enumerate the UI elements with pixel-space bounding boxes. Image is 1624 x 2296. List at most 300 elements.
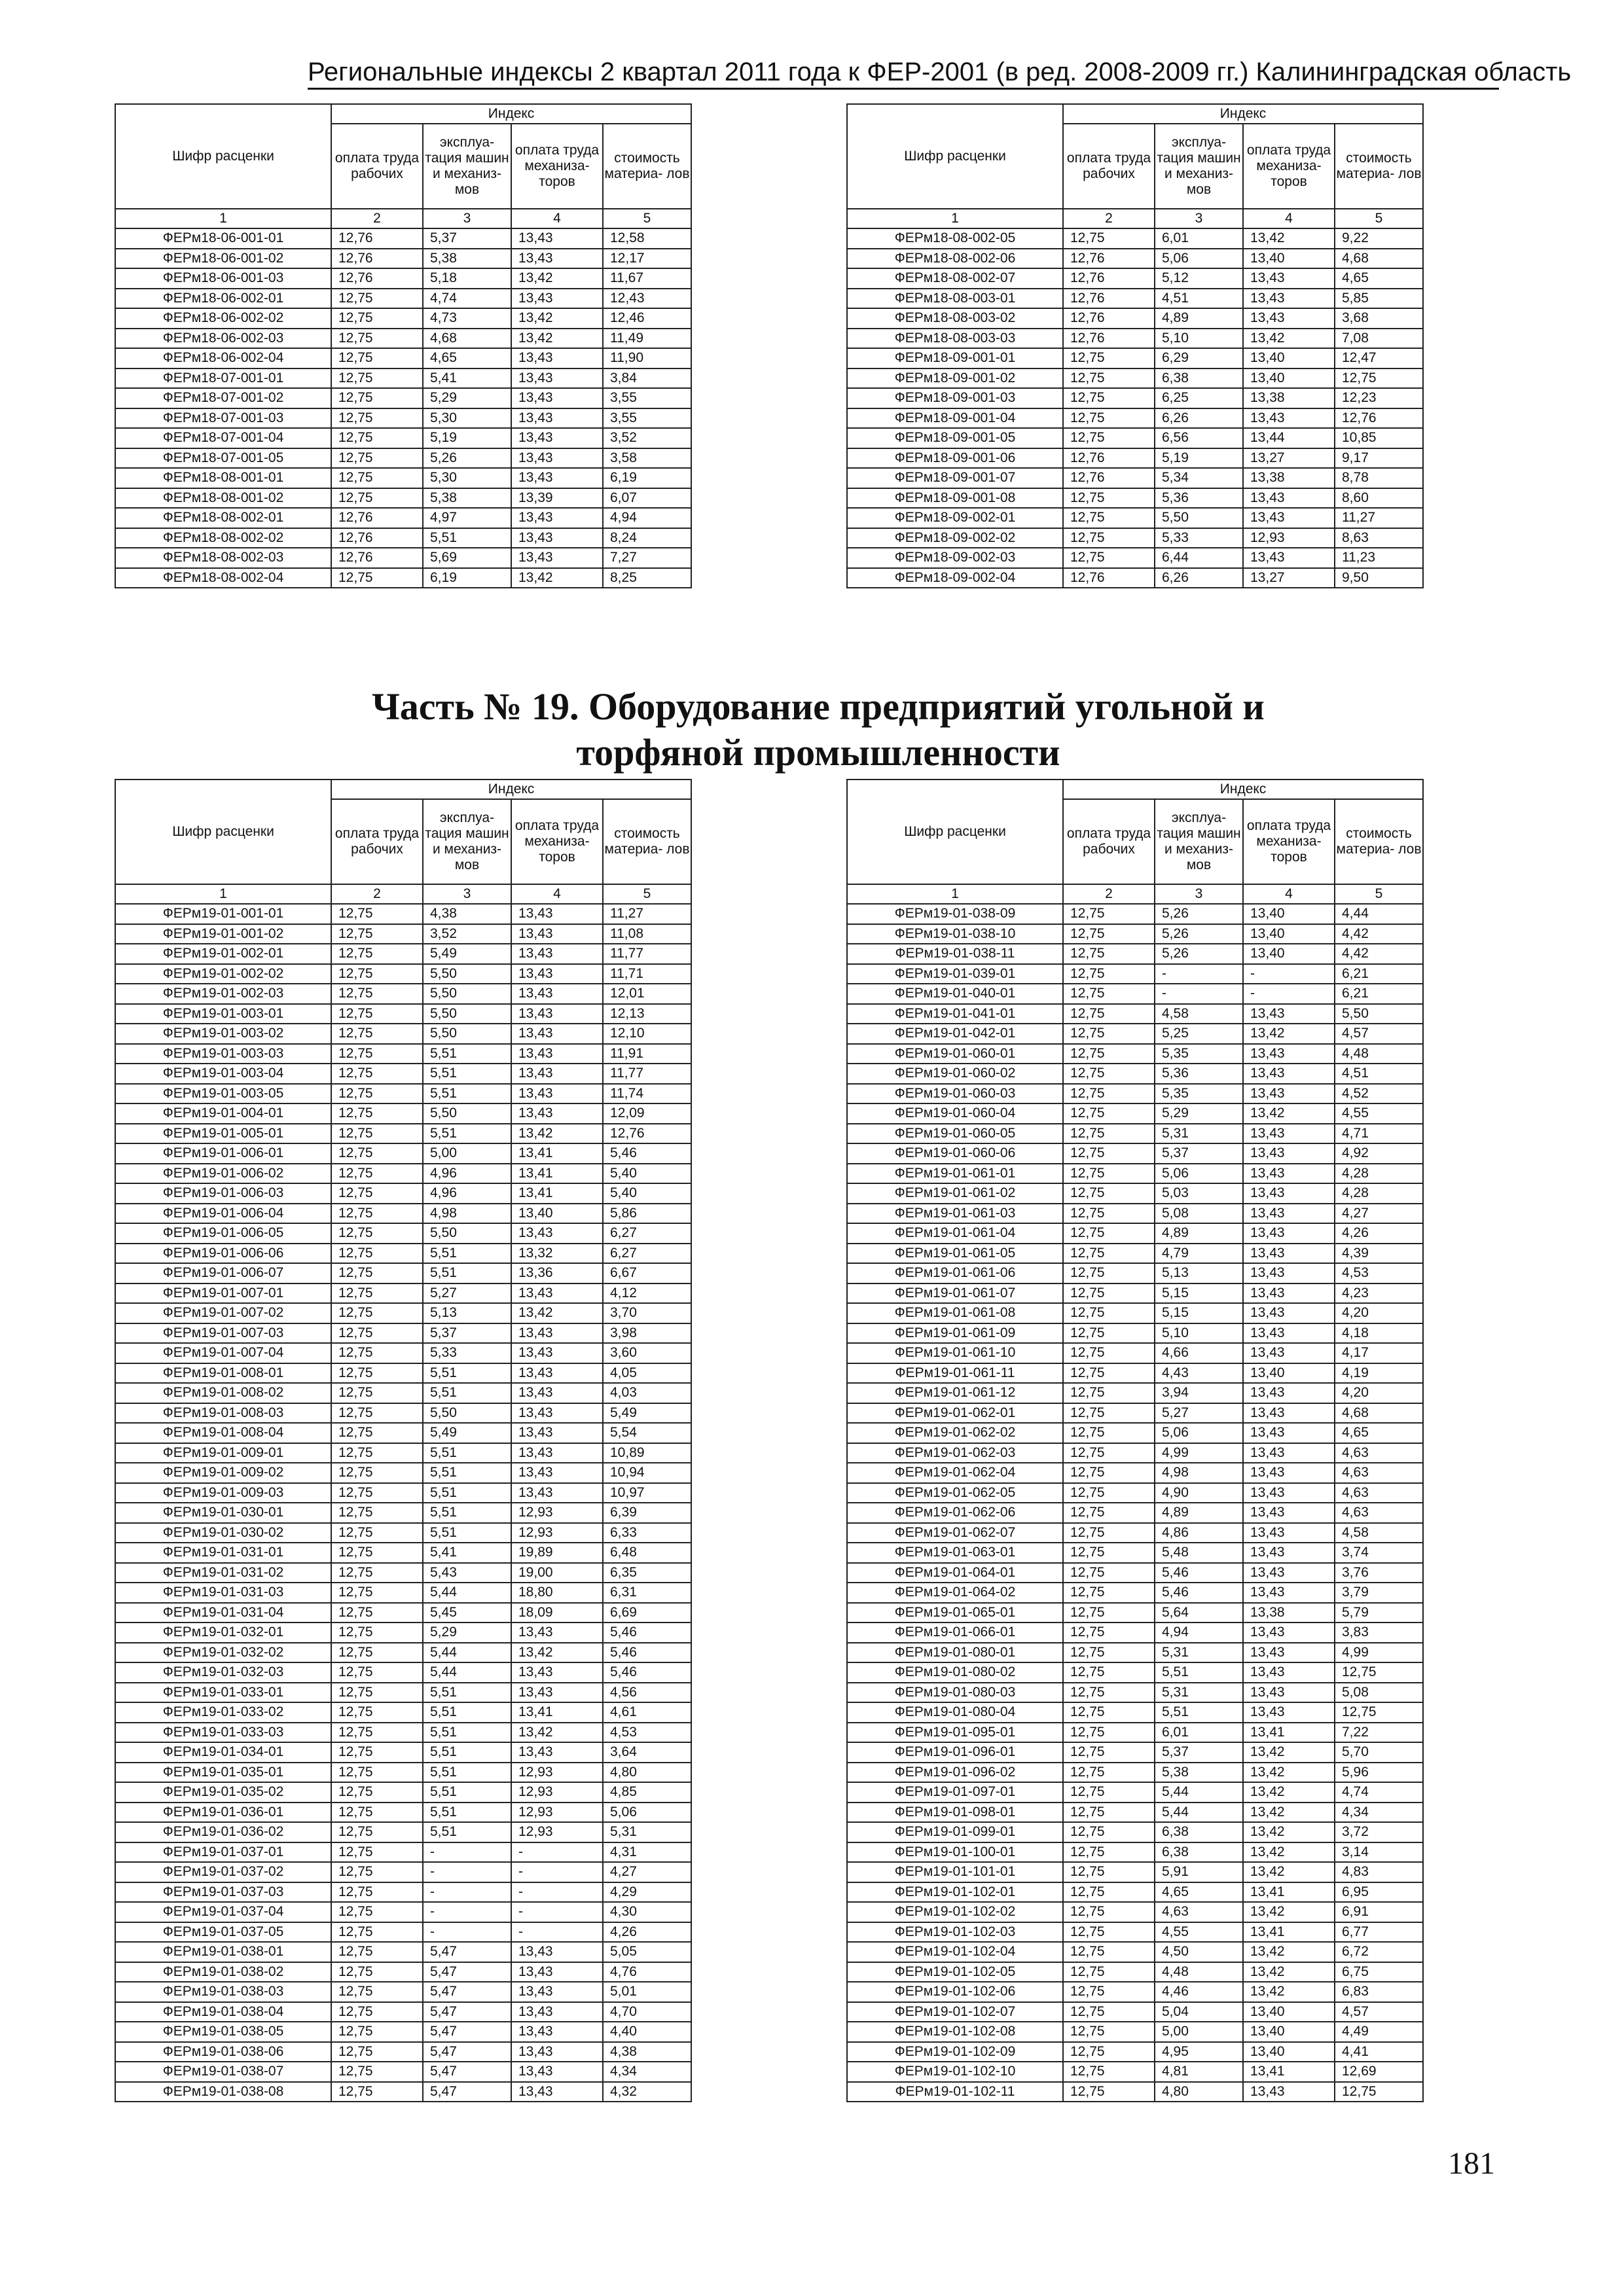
rates-table-18-left bbox=[115, 103, 692, 588]
index-value-cell: 12,75 bbox=[331, 1004, 423, 1024]
index-value-cell: 12,75 bbox=[331, 1343, 423, 1363]
index-value-cell: 6,77 bbox=[1335, 1922, 1423, 1943]
section-title-line1: Часть № 19. Оборудование предприятий угольной и bbox=[372, 685, 1265, 728]
index-value-cell: 12,75 bbox=[331, 1583, 423, 1603]
index-value-cell: 13,43 bbox=[511, 1363, 603, 1384]
index-value-cell: 11,49 bbox=[603, 329, 691, 349]
index-value-cell: 12,76 bbox=[331, 228, 423, 249]
rate-code-cell: ФЕРм19-01-032-01 bbox=[115, 1623, 331, 1643]
index-value-cell: 5,08 bbox=[1335, 1683, 1423, 1703]
index-value-cell: 13,40 bbox=[1243, 249, 1335, 269]
index-value-cell: 5,47 bbox=[423, 1982, 511, 2002]
index-value-cell: 11,90 bbox=[603, 348, 691, 368]
rate-code-cell: ФЕРм19-01-061-05 bbox=[847, 1244, 1063, 1264]
index-value-cell: 12,93 bbox=[511, 1803, 603, 1823]
table-row bbox=[847, 289, 1423, 309]
header-materials: стоимость материа- лов bbox=[603, 124, 691, 209]
index-value-cell: 5,47 bbox=[423, 2002, 511, 2022]
index-value-cell: 13,43 bbox=[511, 368, 603, 389]
index-value-cell: 5,51 bbox=[423, 1124, 511, 1144]
index-value-cell: 12,75 bbox=[1063, 1723, 1155, 1743]
table-row bbox=[847, 2082, 1423, 2102]
index-value-cell: 13,42 bbox=[1243, 1902, 1335, 1922]
index-value-cell: 12,76 bbox=[1063, 329, 1155, 349]
rate-code-cell: ФЕРм19-01-062-03 bbox=[847, 1443, 1063, 1463]
index-value-cell: 12,75 bbox=[1063, 1323, 1155, 1344]
index-value-cell: 13,43 bbox=[511, 2062, 603, 2082]
table-row bbox=[847, 1443, 1423, 1463]
index-value-cell: 3,14 bbox=[1335, 1842, 1423, 1863]
index-value-cell: 8,78 bbox=[1335, 468, 1423, 488]
rate-code-cell: ФЕРм19-01-102-02 bbox=[847, 1902, 1063, 1922]
index-value-cell: 19,00 bbox=[511, 1563, 603, 1583]
index-value-cell: 4,57 bbox=[1335, 2002, 1423, 2022]
rate-code-cell: ФЕРм19-01-002-02 bbox=[115, 964, 331, 984]
index-value-cell: 12,75 bbox=[1063, 1343, 1155, 1363]
index-value-cell: 5,50 bbox=[423, 984, 511, 1004]
index-value-cell: 13,41 bbox=[511, 1702, 603, 1723]
index-value-cell: 13,43 bbox=[511, 904, 603, 924]
index-value-cell: 12,75 bbox=[331, 1543, 423, 1563]
rate-code-cell: ФЕРм19-01-035-01 bbox=[115, 1763, 331, 1783]
rate-code-cell: ФЕРм19-01-006-03 bbox=[115, 1183, 331, 1204]
index-value-cell: 13,43 bbox=[511, 2042, 603, 2062]
rate-code-cell: ФЕРм19-01-061-01 bbox=[847, 1164, 1063, 1184]
index-value-cell: 4,70 bbox=[603, 2002, 691, 2022]
index-value-cell: 13,40 bbox=[1243, 904, 1335, 924]
table-row bbox=[847, 1962, 1423, 1982]
index-value-cell: 13,43 bbox=[1243, 1563, 1335, 1583]
index-value-cell: 13,40 bbox=[511, 1204, 603, 1224]
header-operators: оплата труда механиза- торов bbox=[1243, 124, 1335, 209]
index-value-cell: 13,43 bbox=[1243, 1403, 1335, 1424]
index-value-cell: 13,42 bbox=[1243, 1862, 1335, 1882]
rate-code-cell: ФЕРм19-01-006-06 bbox=[115, 1244, 331, 1264]
index-value-cell: 12,75 bbox=[1063, 1283, 1155, 1304]
rate-code-cell: ФЕРм18-06-001-03 bbox=[115, 268, 331, 289]
index-value-cell: 5,51 bbox=[423, 1443, 511, 1463]
header-index-group: Индекс bbox=[1063, 780, 1423, 799]
index-value-cell: 5,27 bbox=[1155, 1403, 1243, 1424]
index-value-cell: 12,75 bbox=[1063, 1643, 1155, 1663]
index-value-cell: 12,75 bbox=[331, 1822, 423, 1842]
column-number: 4 bbox=[1243, 884, 1335, 904]
index-value-cell: 13,42 bbox=[1243, 1962, 1335, 1982]
index-value-cell: 13,42 bbox=[511, 1303, 603, 1323]
index-value-cell: 13,43 bbox=[511, 2082, 603, 2102]
index-value-cell: 12,75 bbox=[1063, 228, 1155, 249]
index-value-cell: 10,85 bbox=[1335, 428, 1423, 448]
index-value-cell: 6,19 bbox=[423, 568, 511, 588]
index-value-cell: 12,75 bbox=[331, 329, 423, 349]
rate-code-cell: ФЕРм19-01-037-02 bbox=[115, 1862, 331, 1882]
index-value-cell: 12,76 bbox=[1063, 308, 1155, 329]
rate-code-cell: ФЕРм19-01-033-03 bbox=[115, 1723, 331, 1743]
table-row bbox=[847, 408, 1423, 429]
index-value-cell: 13,43 bbox=[511, 1662, 603, 1683]
index-value-cell: 12,75 bbox=[1063, 2082, 1155, 2102]
table-row bbox=[847, 1503, 1423, 1523]
rate-code-cell: ФЕРм19-01-001-01 bbox=[115, 904, 331, 924]
index-value-cell: 5,50 bbox=[423, 964, 511, 984]
index-value-cell: 4,31 bbox=[603, 1842, 691, 1863]
table-row bbox=[847, 1164, 1423, 1184]
rate-code-cell: ФЕРм19-01-062-04 bbox=[847, 1463, 1063, 1483]
table-row bbox=[115, 2062, 691, 2082]
index-value-cell: 12,75 bbox=[331, 289, 423, 309]
rate-code-cell: ФЕРм18-06-002-01 bbox=[115, 289, 331, 309]
rate-code-cell: ФЕРм18-09-002-01 bbox=[847, 508, 1063, 528]
rate-code-cell: ФЕРм19-01-008-02 bbox=[115, 1383, 331, 1403]
index-value-cell: 13,43 bbox=[1243, 1004, 1335, 1024]
index-value-cell: 4,30 bbox=[603, 1902, 691, 1922]
table-row bbox=[115, 508, 691, 528]
index-value-cell: 13,42 bbox=[511, 1124, 603, 1144]
index-value-cell: 3,58 bbox=[603, 448, 691, 469]
table-row bbox=[115, 2042, 691, 2062]
index-value-cell: 13,43 bbox=[511, 1323, 603, 1344]
table-row bbox=[847, 1523, 1423, 1543]
index-value-cell: 11,74 bbox=[603, 1084, 691, 1104]
index-value-cell: 12,76 bbox=[1335, 408, 1423, 429]
index-value-cell: 13,40 bbox=[1243, 368, 1335, 389]
table-row bbox=[115, 289, 691, 309]
index-value-cell: 5,27 bbox=[423, 1283, 511, 1304]
index-value-cell: 12,76 bbox=[1063, 448, 1155, 469]
rate-code-cell: ФЕРм19-01-061-10 bbox=[847, 1343, 1063, 1363]
table-row bbox=[115, 1443, 691, 1463]
table-row bbox=[847, 904, 1423, 924]
header-materials: стоимость материа- лов bbox=[1335, 799, 1423, 884]
index-value-cell: 5,26 bbox=[423, 448, 511, 469]
header-machines: эксплуа- тация машин и механиз- мов bbox=[1155, 124, 1243, 209]
index-value-cell: 4,68 bbox=[1335, 1403, 1423, 1424]
table-row bbox=[115, 1383, 691, 1403]
header-labor: оплата труда рабочих bbox=[1063, 799, 1155, 884]
index-value-cell: 13,43 bbox=[511, 1423, 603, 1443]
index-value-cell: 12,43 bbox=[603, 289, 691, 309]
index-value-cell: 5,04 bbox=[1155, 2002, 1243, 2022]
index-value-cell: 13,43 bbox=[1243, 1323, 1335, 1344]
index-value-cell: 13,43 bbox=[511, 228, 603, 249]
index-value-cell: 12,75 bbox=[331, 368, 423, 389]
index-value-cell: 4,98 bbox=[423, 1204, 511, 1224]
index-value-cell: 13,43 bbox=[511, 1982, 603, 2002]
table-row bbox=[115, 1103, 691, 1124]
index-value-cell: 12,75 bbox=[331, 1763, 423, 1783]
rate-code-cell: ФЕРм19-01-060-03 bbox=[847, 1084, 1063, 1104]
index-value-cell: 5,26 bbox=[1155, 904, 1243, 924]
index-value-cell: 13,43 bbox=[511, 1044, 603, 1064]
table-row bbox=[115, 1463, 691, 1483]
rate-code-cell: ФЕРм19-01-080-03 bbox=[847, 1683, 1063, 1703]
index-value-cell: 13,43 bbox=[511, 964, 603, 984]
table-row bbox=[847, 1702, 1423, 1723]
table-row bbox=[847, 249, 1423, 269]
table-row bbox=[847, 1383, 1423, 1403]
index-value-cell: 12,93 bbox=[511, 1503, 603, 1523]
table-row bbox=[115, 348, 691, 368]
index-value-cell: 12,93 bbox=[511, 1822, 603, 1842]
table-row bbox=[115, 2002, 691, 2022]
rate-code-cell: ФЕРм19-01-060-01 bbox=[847, 1044, 1063, 1064]
index-value-cell: 12,75 bbox=[1063, 1443, 1155, 1463]
rate-code-cell: ФЕРм19-01-038-08 bbox=[115, 2082, 331, 2102]
index-value-cell: 6,48 bbox=[603, 1543, 691, 1563]
header-labor: оплата труда рабочих bbox=[331, 799, 423, 884]
index-value-cell: 12,75 bbox=[1063, 1782, 1155, 1803]
index-value-cell: 12,93 bbox=[1243, 528, 1335, 548]
index-value-cell: 5,10 bbox=[1155, 1323, 1243, 1344]
index-value-cell: 11,27 bbox=[603, 904, 691, 924]
index-value-cell: 5,51 bbox=[1155, 1662, 1243, 1683]
index-value-cell: 12,75 bbox=[1063, 1962, 1155, 1982]
index-value-cell: 13,43 bbox=[511, 984, 603, 1004]
index-value-cell: 5,50 bbox=[423, 1024, 511, 1044]
index-value-cell: 6,72 bbox=[1335, 1942, 1423, 1962]
table-row bbox=[847, 1882, 1423, 1903]
index-value-cell: 13,43 bbox=[1243, 1683, 1335, 1703]
index-value-cell: 12,75 bbox=[1063, 488, 1155, 509]
table-row bbox=[847, 1603, 1423, 1623]
index-value-cell: 5,51 bbox=[423, 1782, 511, 1803]
index-value-cell: 13,42 bbox=[1243, 1103, 1335, 1124]
table-row bbox=[847, 388, 1423, 408]
index-value-cell: 12,09 bbox=[603, 1103, 691, 1124]
rate-code-cell: ФЕРм19-01-063-01 bbox=[847, 1543, 1063, 1563]
table-row bbox=[115, 1902, 691, 1922]
rate-code-cell: ФЕРм19-01-030-02 bbox=[115, 1523, 331, 1543]
rate-code-cell: ФЕРм19-01-007-04 bbox=[115, 1343, 331, 1363]
index-value-cell: 13,43 bbox=[511, 508, 603, 528]
index-value-cell: 4,44 bbox=[1335, 904, 1423, 924]
table-row bbox=[115, 388, 691, 408]
index-value-cell: 12,75 bbox=[331, 1423, 423, 1443]
index-value-cell: 12,75 bbox=[331, 1683, 423, 1703]
rate-code-cell: ФЕРм18-09-001-06 bbox=[847, 448, 1063, 469]
table-row bbox=[115, 2022, 691, 2042]
index-value-cell: 5,44 bbox=[423, 1662, 511, 1683]
index-value-cell: 6,91 bbox=[1335, 1902, 1423, 1922]
index-value-cell: 3,72 bbox=[1335, 1822, 1423, 1842]
rate-code-cell: ФЕРм18-06-002-02 bbox=[115, 308, 331, 329]
index-value-cell: 5,51 bbox=[423, 1523, 511, 1543]
rate-code-cell: ФЕРм19-01-031-01 bbox=[115, 1543, 331, 1563]
index-value-cell: 13,43 bbox=[511, 289, 603, 309]
index-value-cell: 12,75 bbox=[331, 408, 423, 429]
index-value-cell: - bbox=[1243, 984, 1335, 1004]
table-row bbox=[115, 1662, 691, 1683]
rate-code-cell: ФЕРм19-01-102-10 bbox=[847, 2062, 1063, 2082]
index-value-cell: 4,80 bbox=[603, 1763, 691, 1783]
index-value-cell: 4,74 bbox=[1335, 1782, 1423, 1803]
index-value-cell: 5,45 bbox=[423, 1603, 511, 1623]
index-value-cell: 13,43 bbox=[1243, 1543, 1335, 1563]
index-value-cell: 4,80 bbox=[1155, 2082, 1243, 2102]
rate-code-cell: ФЕРм19-01-038-01 bbox=[115, 1942, 331, 1962]
index-value-cell: 4,42 bbox=[1335, 924, 1423, 944]
index-value-cell: 3,74 bbox=[1335, 1543, 1423, 1563]
index-value-cell: 13,43 bbox=[511, 1463, 603, 1483]
index-value-cell: 13,40 bbox=[1243, 2042, 1335, 2062]
column-number: 3 bbox=[1155, 884, 1243, 904]
index-value-cell: 9,17 bbox=[1335, 448, 1423, 469]
index-value-cell: 12,75 bbox=[1063, 428, 1155, 448]
table-row bbox=[115, 1543, 691, 1563]
header-operators: оплата труда механиза- торов bbox=[511, 799, 603, 884]
column-number: 3 bbox=[423, 884, 511, 904]
index-value-cell: 5,46 bbox=[603, 1623, 691, 1643]
rate-code-cell: ФЕРм18-06-002-04 bbox=[115, 348, 331, 368]
index-value-cell: 6,25 bbox=[1155, 388, 1243, 408]
table-row bbox=[847, 1363, 1423, 1384]
rate-code-cell: ФЕРм19-01-102-04 bbox=[847, 1942, 1063, 1962]
index-value-cell: 4,51 bbox=[1155, 289, 1243, 309]
table-row bbox=[847, 1483, 1423, 1503]
index-value-cell: 12,75 bbox=[331, 1164, 423, 1184]
table-row bbox=[847, 568, 1423, 588]
index-value-cell: 10,97 bbox=[603, 1483, 691, 1503]
index-value-cell: 5,41 bbox=[423, 368, 511, 389]
index-value-cell: 5,29 bbox=[423, 388, 511, 408]
index-value-cell: 5,13 bbox=[1155, 1263, 1243, 1283]
header-labor: оплата труда рабочих bbox=[1063, 124, 1155, 209]
index-value-cell: 4,65 bbox=[423, 348, 511, 368]
table-row bbox=[115, 1723, 691, 1743]
index-value-cell: 12,75 bbox=[1063, 904, 1155, 924]
rate-code-cell: ФЕРм18-08-003-03 bbox=[847, 329, 1063, 349]
index-value-cell: 12,75 bbox=[1063, 1763, 1155, 1783]
index-value-cell: 5,00 bbox=[423, 1143, 511, 1164]
index-value-cell: 13,43 bbox=[1243, 1383, 1335, 1403]
index-value-cell: 12,75 bbox=[331, 1922, 423, 1943]
table-row bbox=[115, 548, 691, 568]
index-value-cell: 4,55 bbox=[1155, 1922, 1243, 1943]
table-row bbox=[115, 1623, 691, 1643]
index-value-cell: 12,75 bbox=[1063, 528, 1155, 548]
rate-code-cell: ФЕРм19-01-062-02 bbox=[847, 1423, 1063, 1443]
index-value-cell: 4,42 bbox=[1335, 944, 1423, 964]
index-value-cell: 13,43 bbox=[1243, 508, 1335, 528]
index-value-cell: 5,70 bbox=[1335, 1742, 1423, 1763]
index-value-cell: 4,89 bbox=[1155, 308, 1243, 329]
header-machines: эксплуа- тация машин и механиз- мов bbox=[423, 124, 511, 209]
index-value-cell: 4,53 bbox=[603, 1723, 691, 1743]
index-value-cell: 12,75 bbox=[1063, 2062, 1155, 2082]
rate-code-cell: ФЕРм19-01-004-01 bbox=[115, 1103, 331, 1124]
rate-code-cell: ФЕРм19-01-003-01 bbox=[115, 1004, 331, 1024]
table-row bbox=[115, 1702, 691, 1723]
rate-code-cell: ФЕРм18-07-001-04 bbox=[115, 428, 331, 448]
index-value-cell: 6,33 bbox=[603, 1523, 691, 1543]
index-value-cell: 13,41 bbox=[511, 1143, 603, 1164]
table-row bbox=[847, 1583, 1423, 1603]
page-header: Региональные индексы 2 квартал 2011 года к ФЕР-2001 (в ред. 2008-2009 гг.) Калининградская область bbox=[308, 58, 1499, 90]
index-value-cell: 6,27 bbox=[603, 1223, 691, 1244]
index-value-cell: 12,75 bbox=[331, 1143, 423, 1164]
index-value-cell: 12,75 bbox=[331, 904, 423, 924]
rate-code-cell: ФЕРм19-01-038-09 bbox=[847, 904, 1063, 924]
rate-code-cell: ФЕРм19-01-061-08 bbox=[847, 1303, 1063, 1323]
rate-code-cell: ФЕРм19-01-064-01 bbox=[847, 1563, 1063, 1583]
table-row bbox=[115, 1004, 691, 1024]
index-value-cell: 5,51 bbox=[423, 1683, 511, 1703]
rate-code-cell: ФЕРм19-01-098-01 bbox=[847, 1803, 1063, 1823]
index-value-cell: 4,92 bbox=[1335, 1143, 1423, 1164]
index-value-cell: 4,89 bbox=[1155, 1223, 1243, 1244]
index-value-cell: 13,43 bbox=[511, 1742, 603, 1763]
index-value-cell: 7,27 bbox=[603, 548, 691, 568]
index-value-cell: 13,41 bbox=[511, 1164, 603, 1184]
index-value-cell: - bbox=[511, 1842, 603, 1863]
table-row bbox=[847, 1922, 1423, 1943]
rate-code-cell: ФЕРм18-08-002-04 bbox=[115, 568, 331, 588]
index-value-cell: 12,75 bbox=[1063, 1223, 1155, 1244]
index-value-cell: 12,75 bbox=[331, 388, 423, 408]
index-value-cell: 12,75 bbox=[1063, 1503, 1155, 1523]
index-value-cell: 12,75 bbox=[331, 964, 423, 984]
rate-code-cell: ФЕРм19-01-031-03 bbox=[115, 1583, 331, 1603]
index-value-cell: 4,51 bbox=[1335, 1064, 1423, 1084]
table-row bbox=[115, 1263, 691, 1283]
index-value-cell: 13,43 bbox=[511, 388, 603, 408]
index-value-cell: 13,43 bbox=[1243, 1623, 1335, 1643]
rate-code-cell: ФЕРм19-01-102-07 bbox=[847, 2002, 1063, 2022]
index-value-cell: 4,43 bbox=[1155, 1363, 1243, 1384]
index-value-cell: 13,43 bbox=[1243, 1244, 1335, 1264]
index-value-cell: 5,31 bbox=[603, 1822, 691, 1842]
index-value-cell: 12,75 bbox=[331, 1303, 423, 1323]
index-value-cell: 12,75 bbox=[331, 1503, 423, 1523]
rate-code-cell: ФЕРм19-01-035-02 bbox=[115, 1782, 331, 1803]
index-value-cell: 5,44 bbox=[1155, 1782, 1243, 1803]
rate-code-cell: ФЕРм19-01-031-02 bbox=[115, 1563, 331, 1583]
rate-code-cell: ФЕРм19-01-007-01 bbox=[115, 1283, 331, 1304]
table-row bbox=[847, 1623, 1423, 1643]
rate-code-cell: ФЕРм19-01-096-01 bbox=[847, 1742, 1063, 1763]
index-value-cell: 13,40 bbox=[1243, 2002, 1335, 2022]
index-value-cell: 12,75 bbox=[331, 924, 423, 944]
index-value-cell: 12,75 bbox=[331, 1862, 423, 1882]
index-value-cell: 4,20 bbox=[1335, 1303, 1423, 1323]
table-row bbox=[115, 1962, 691, 1982]
table-row bbox=[847, 2022, 1423, 2042]
table-row bbox=[115, 1982, 691, 2002]
index-value-cell: 4,38 bbox=[603, 2042, 691, 2062]
index-value-cell: - bbox=[1155, 964, 1243, 984]
table-row bbox=[115, 1164, 691, 1184]
index-value-cell: 5,51 bbox=[423, 1723, 511, 1743]
index-value-cell: 6,38 bbox=[1155, 368, 1243, 389]
index-value-cell: 13,42 bbox=[1243, 228, 1335, 249]
index-value-cell: 5,86 bbox=[603, 1204, 691, 1224]
index-value-cell: 13,43 bbox=[1243, 268, 1335, 289]
index-value-cell: 12,76 bbox=[331, 528, 423, 548]
index-value-cell: 13,43 bbox=[1243, 1503, 1335, 1523]
index-value-cell: 13,42 bbox=[511, 1643, 603, 1663]
index-value-cell: 5,64 bbox=[1155, 1603, 1243, 1623]
table-row bbox=[847, 1563, 1423, 1583]
rate-code-cell: ФЕРм19-01-038-11 bbox=[847, 944, 1063, 964]
table-row bbox=[847, 1842, 1423, 1863]
index-value-cell: 4,96 bbox=[423, 1164, 511, 1184]
rate-code-cell: ФЕРм19-01-006-04 bbox=[115, 1204, 331, 1224]
index-value-cell: 10,94 bbox=[603, 1463, 691, 1483]
table-row bbox=[847, 1004, 1423, 1024]
table-row bbox=[847, 508, 1423, 528]
rate-code-cell: ФЕРм19-01-062-05 bbox=[847, 1483, 1063, 1503]
table-row bbox=[115, 1363, 691, 1384]
